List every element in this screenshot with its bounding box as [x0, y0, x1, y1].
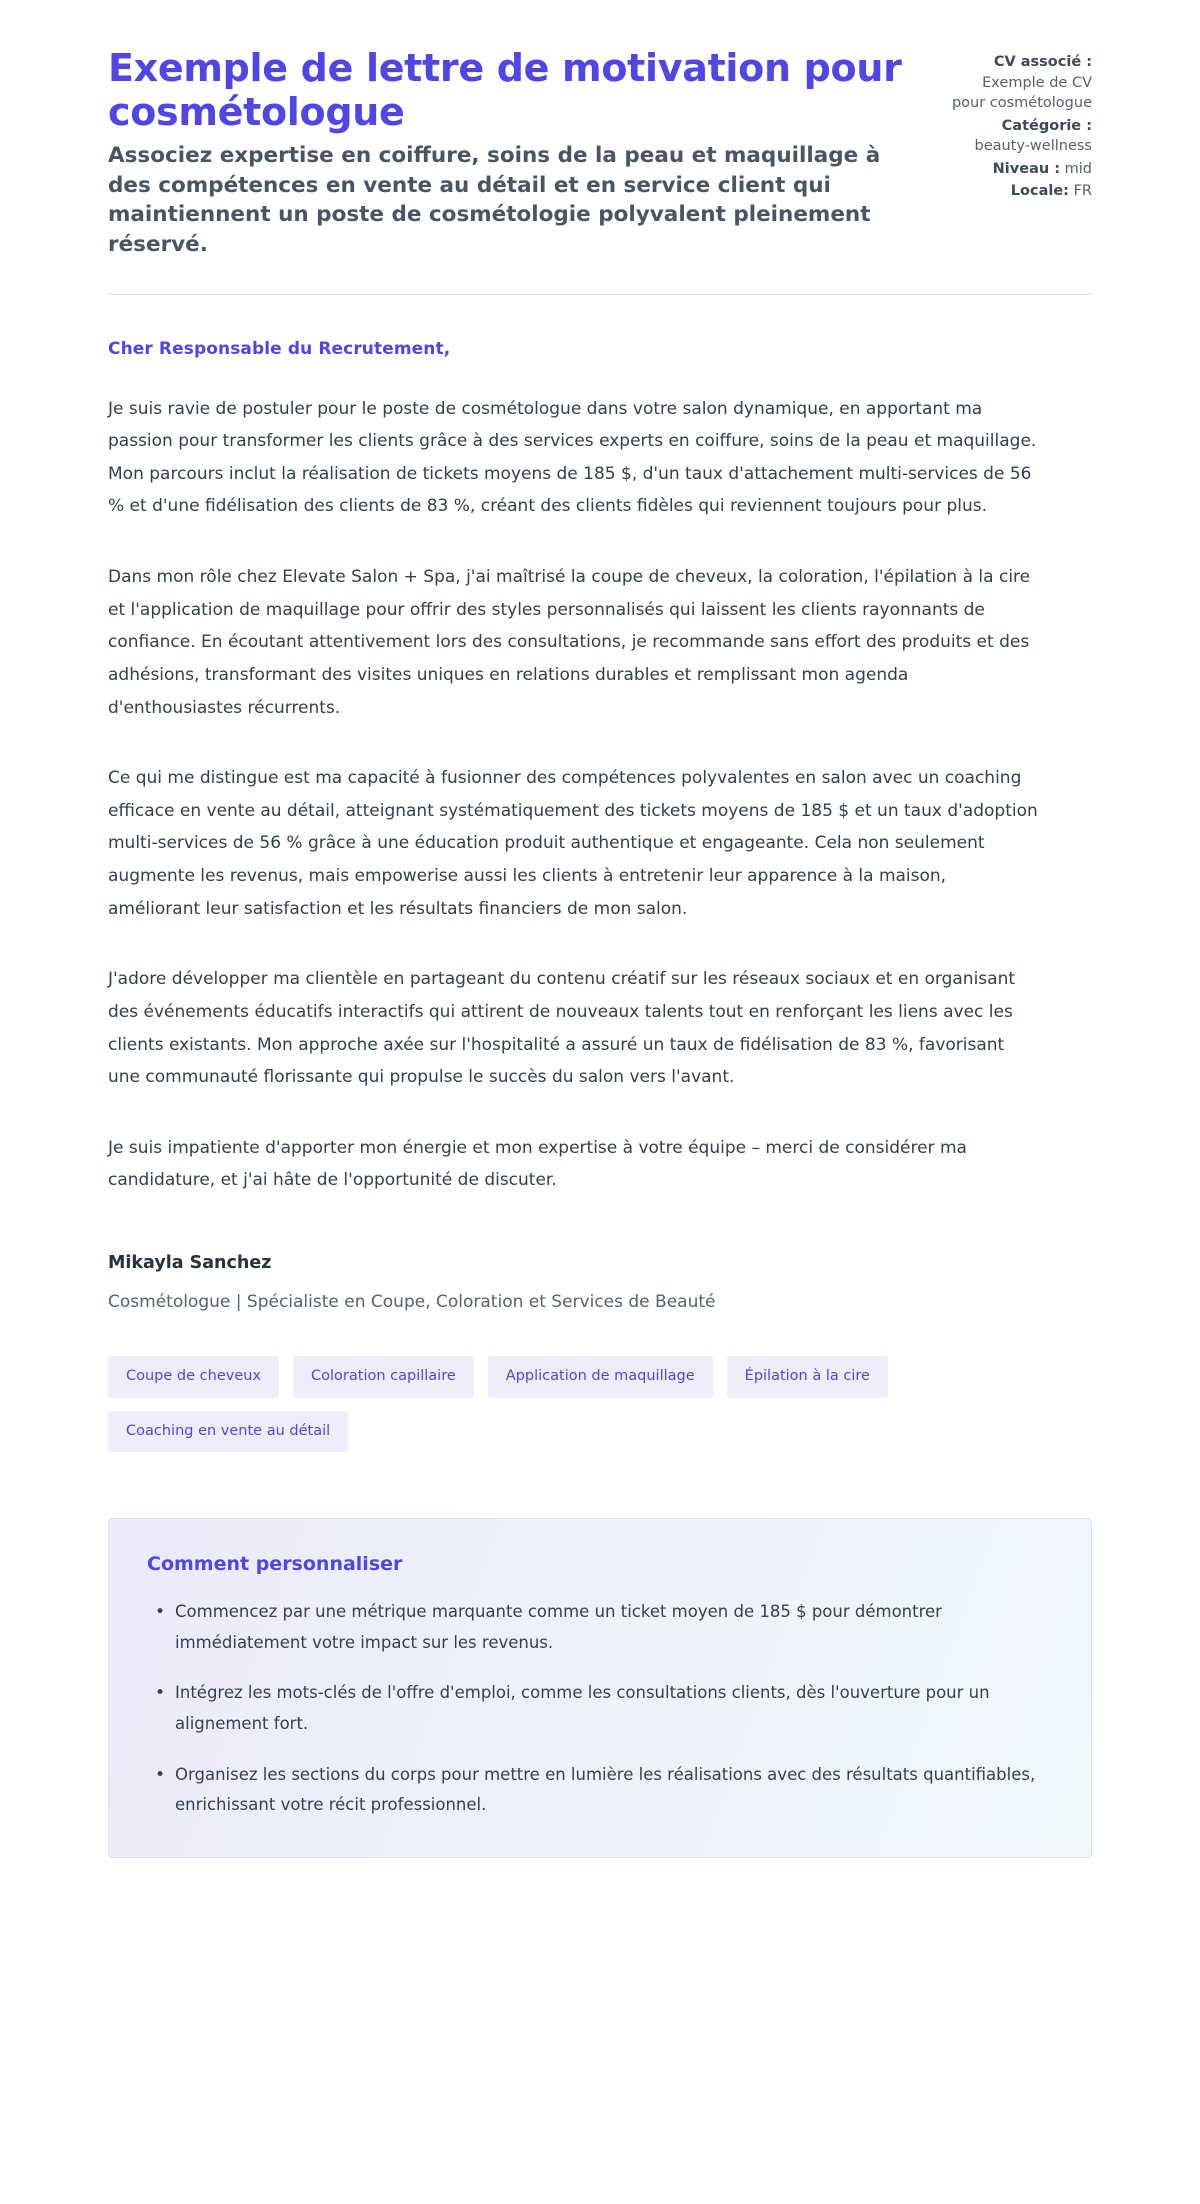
meta-level-value: mid — [1064, 160, 1092, 177]
tips-list-item: • Organisez les sections du corps pour mettre en lumière les réalisations avec des résultats quantifiables, enrichissant votre récit professionnel. — [171, 1760, 1053, 1821]
skill-tag-list — [108, 1312, 988, 1452]
tips-list-item: • Commencez par une métrique marquante comme un ticket moyen de 185 $ pour démontrer immédiatement votre impact sur les revenus. — [171, 1597, 1053, 1658]
tips-list-item: • Intégrez les mots-clés de l'offre d'emploi, comme les consultations clients, dès l'ouverture pour un alignement fort. — [171, 1678, 1053, 1739]
letter-salutation: Cher Responsable du Recrutement, — [108, 338, 451, 359]
cover-letter-body — [108, 295, 1092, 1198]
meta-locale-value: FR — [1073, 183, 1092, 200]
meta-category — [946, 116, 1092, 157]
tips-list — [147, 1597, 1053, 1821]
meta-locale — [946, 181, 1092, 202]
meta-associated-resume-label: CV associé : — [993, 54, 1092, 70]
page-subtitle: Associez expertise en coiffure, soins de la peau et maquillage à des compétences en vente au détail et en service client qui maintiennent un poste de cosmétologie polyvalent pleinement réservé. — [108, 142, 881, 257]
letter-signature — [108, 1197, 1092, 1312]
meta-associated-resume — [946, 52, 1092, 114]
letter-paragraph: Je suis ravie de postuler pour le poste de cosmétologue dans votre salon dynamique, en apportant ma passion pour transformer les clients grâce à des services experts en coiffure, soins de la peau et maquillage. Mon parcours inclut la réalisation de tickets moyens de 185 $, d'un taux d'attachement multi-services de 56 % et d'une fidélisation des clients de 83 %, créant des clients fidèles qui reviennent toujours pour plus. — [108, 398, 1037, 517]
skill-tag[interactable]: Coaching en vente au détail — [108, 1411, 348, 1453]
meta-category-label: Catégorie : — [1001, 117, 1092, 134]
skill-tag[interactable]: Épilation à la cire — [727, 1356, 888, 1398]
meta-level-label: Niveau : — [992, 160, 1061, 177]
signature-role: Cosmétologue | Spécialiste en Coupe, Coloration et Services de Beauté — [108, 1292, 716, 1313]
letter-paragraph: J'adore développer ma clientèle en partageant du contenu créatif sur les réseaux sociaux et en organisant des événements éducatifs interactifs qui attirent de nouveaux talents tout en renforçant les liens avec les clients existants. Mon approche axée sur l'hospitalité a assuré un taux de fidélisation de 83 %, favorisant une communauté florissante qui propulse le succès du salon vers l'avant. — [108, 969, 1016, 1088]
skill-tag[interactable]: Coloration capillaire — [293, 1356, 474, 1398]
page-header — [108, 46, 1092, 260]
document-metadata — [946, 46, 1092, 204]
page-title: Exemple de lettre de motivation pour cosmétologue — [108, 46, 902, 135]
letter-paragraph: Ce qui me distingue est ma capacité à fusionner des compétences polyvalentes en salon avec un coaching efficace en vente au détail, atteignant systématiquement des tickets moyens de 185 $ et un taux d'adoption multi-services de 56 % grâce à une éducation produit authentique et engageante. Cela non seulement augmente les revenus, mais empowerise aussi les clients à entretenir leur apparence à la maison, améliorant leur satisfaction et les résultats financiers de mon salon. — [108, 768, 1038, 919]
tips-title: Comment personnaliser — [147, 1553, 403, 1576]
meta-associated-resume-value: Exemple de CV pour cosmétologue — [951, 74, 1092, 112]
skill-tag[interactable]: Coupe de cheveux — [108, 1356, 279, 1398]
meta-locale-label: Locale: — [1010, 183, 1069, 200]
letter-paragraph: Je suis impatiente d'apporter mon énergie et mon expertise à votre équipe – merci de considérer ma candidature, et j'ai hâte de l'opportunité de discuter. — [108, 1137, 967, 1191]
meta-category-value: beauty-wellness — [974, 138, 1092, 155]
skill-tag[interactable]: Application de maquillage — [488, 1356, 713, 1398]
meta-level — [946, 159, 1092, 180]
customization-tips-panel — [108, 1518, 1092, 1858]
header-text-block — [108, 46, 918, 260]
signature-name: Mikayla Sanchez — [108, 1253, 272, 1274]
letter-paragraph: Dans mon rôle chez Elevate Salon + Spa, j'ai maîtrisé la coupe de cheveux, la coloration, l'épilation à la cire et l'application de maquillage pour offrir des styles personnalisés qui laissent les clients rayonnants de confiance. En écoutant attentivement lors des consultations, je recommande sans effort des produits et des adhésions, transformant des visites uniques en relations durables et remplissant mon agenda d'enthousiastes récurrents. — [108, 567, 1031, 718]
